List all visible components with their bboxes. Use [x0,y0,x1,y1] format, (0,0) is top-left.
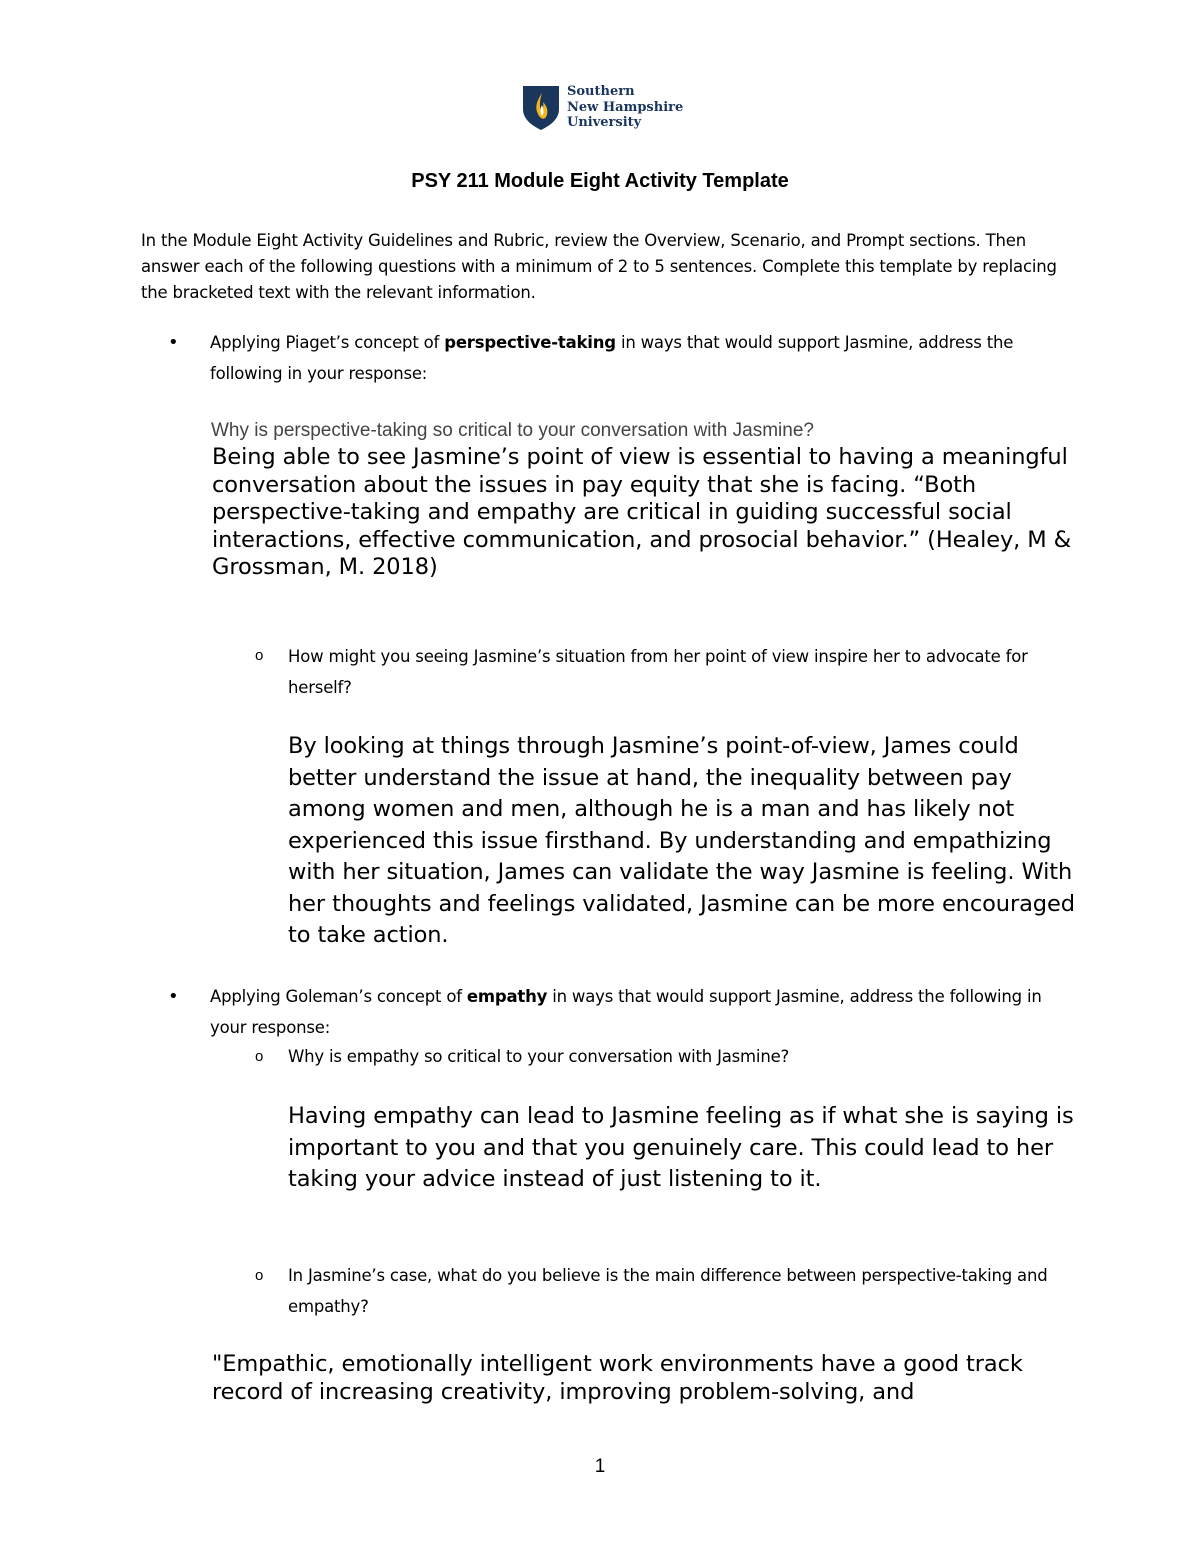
section1-prompt [210,327,1050,389]
prompt-text: in ways that would support Jasmine, address the following in your response: [210,987,1042,1037]
logo-line: New Hampshire [567,99,684,115]
section1-answer1: Being able to see Jasmine’s point of view is essential to having a meaningful conversation about the issues in pay equity that she is facing. “Both perspective-taking and empathy are critical in guiding successful social interactions, effective communication, and prosocial behavior.” (Healey, M & Grossman, M. 2018) [212,444,1072,580]
bullet-marker: • [168,986,179,1007]
prompt-term: empathy [466,987,548,1006]
sub-bullet-marker: o [255,1267,264,1284]
section2-question1: Why is empathy so critical to your conversation with Jasmine? [288,1047,790,1066]
sub-bullet-marker: o [255,1048,264,1065]
logo-line: Southern [567,84,635,99]
page-number: 1 [594,1456,606,1477]
prompt-text: Applying Piaget’s concept of [210,333,445,352]
sub-bullet-marker: o [255,647,264,664]
snhu-logo [521,84,691,134]
section2-prompt [210,981,1050,1043]
document-title: PSY 211 Module Eight Activity Template [411,170,789,192]
section2-question2: In Jasmine’s case, what do you believe is the main difference between perspective-taking and empathy? [288,1266,1048,1316]
section2-answer1: Having empathy can lead to Jasmine feeling as if what she is saying is important to you and that you genuinely care. This could lead to her taking your advice instead of just listening to it. [288,1103,1074,1192]
prompt-text: in ways that would support Jasmine, address the following in your response: [210,333,1014,383]
section1-question1: Why is perspective-taking so critical to your conversation with Jasmine? [211,420,814,441]
snhu-shield-icon [521,85,561,131]
section2-answer2: "Empathic, emotionally intelligent work environments have a good track record of increasing creativity, improving problem-solving, and [212,1351,1023,1405]
section1-answer2: By looking at things through Jasmine’s point-of-view, James could better understand the issue at hand, the inequality between pay among women and men, although he is a man and has likely not experienced this issue firsthand. By understanding and empathizing with her situation, James can validate the way Jasmine is feeling. With her thoughts and feelings validated, Jasmine can be more encouraged to take action. [288,733,1075,948]
prompt-text: Applying Goleman’s concept of [210,987,467,1006]
prompt-term: perspective-taking [444,333,616,352]
intro-paragraph: In the Module Eight Activity Guidelines and Rubric, review the Overview, Scenario, and Prompt sections. Then answer each of the following questions with a minimum of 2 to 5 sentences. Complete this template by replacing the bracketed text with the relevant information. [141,231,1057,302]
logo-line: University [567,115,642,130]
section1-question2: How might you seeing Jasmine’s situation from her point of view inspire her to advocate for herself? [288,647,1028,697]
logo-wordmark [567,84,683,131]
bullet-marker: • [168,332,179,353]
